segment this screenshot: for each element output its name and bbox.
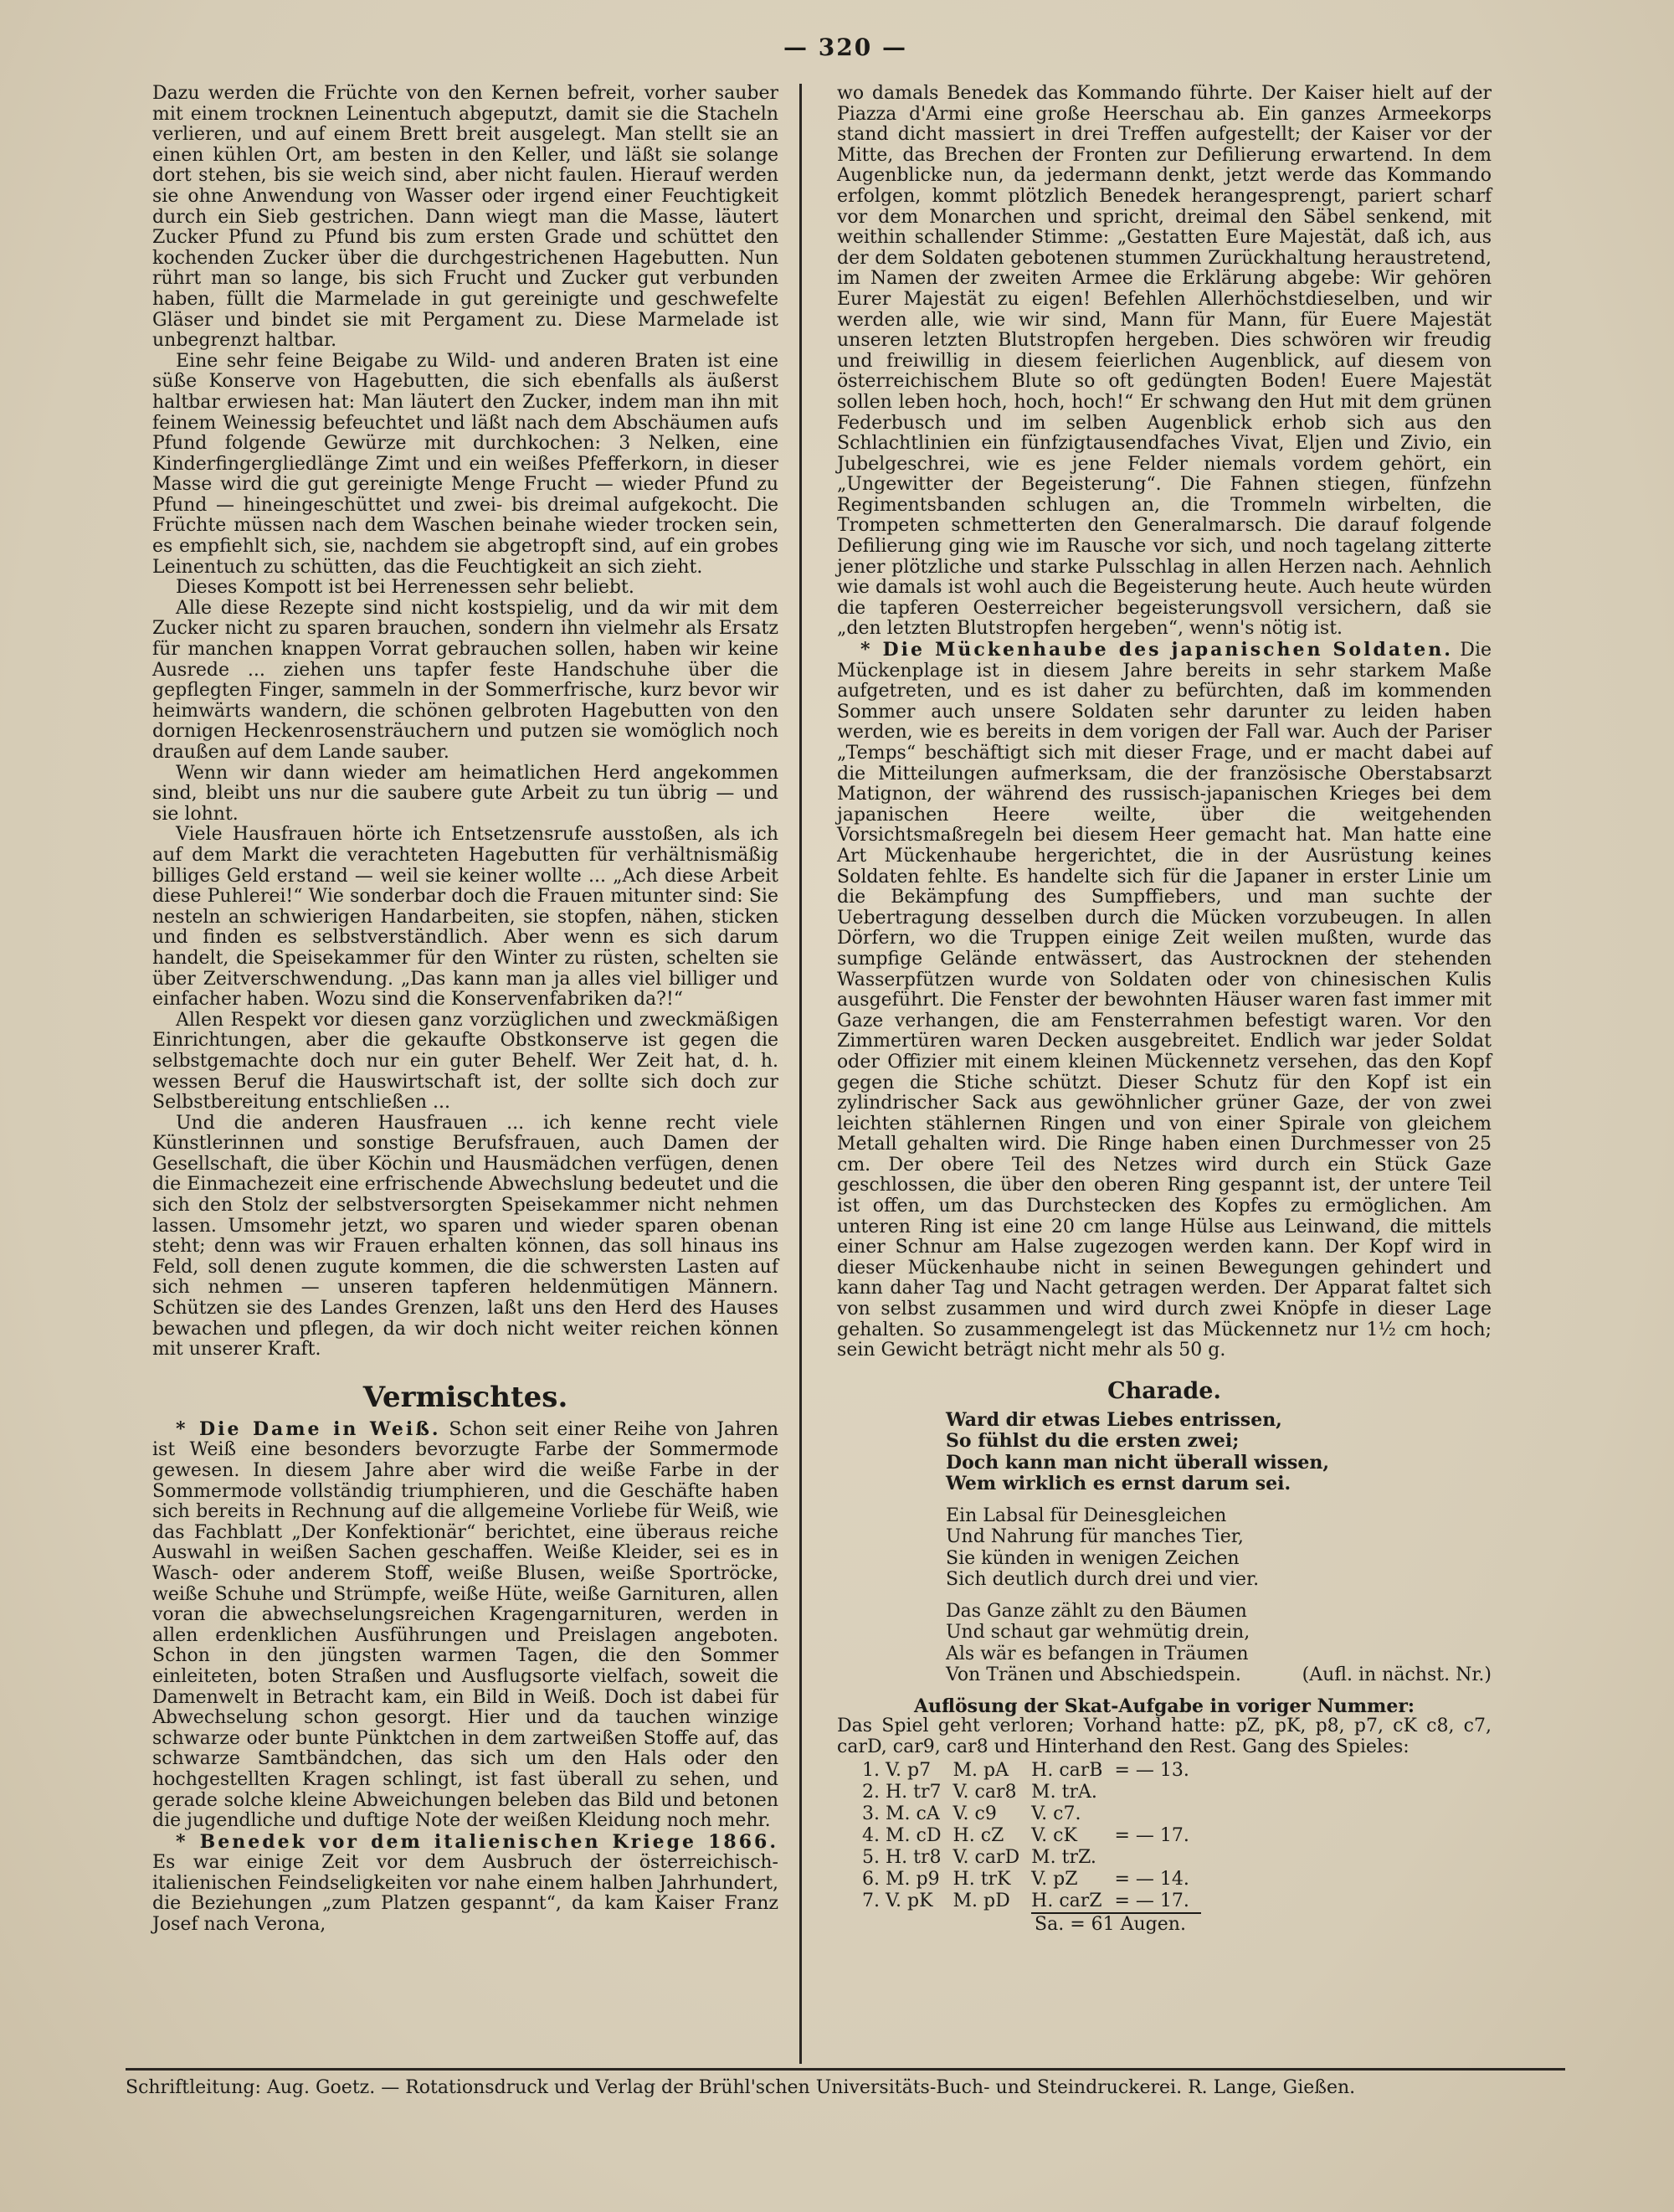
- table-cell: H. carZ: [1031, 1890, 1114, 1913]
- table-row: [862, 1760, 1201, 1782]
- table-cell: M. pD: [953, 1890, 1010, 1911]
- table-cell: [1114, 1803, 1200, 1825]
- poem-line: Doch kann man nicht überall wissen,: [946, 1451, 1330, 1474]
- misc-item: [837, 640, 1492, 1361]
- table-cell: 6. M. p9: [862, 1868, 940, 1890]
- imprint-footer: Schriftleitung: Aug. Goetz. — Rotationsdruck und Verlag der Brühl'schen Universitäts-Buch- und Steindruckerei. R. Lange, Gießen.: [126, 2068, 1565, 2101]
- poem-line-text: Von Tränen und Abschiedspein.: [946, 1664, 1241, 1686]
- table-row: [862, 1825, 1201, 1847]
- article-paragraph: Und die anderen Hausfrauen ... ich kenne recht viele Künstlerinnen und sonstige Berufsfrauen, auch Damen der Gesellschaft, die über Köchin und Hausmädchen verfügen, denen die Einmachezeit eine erfrischende Abwechslung bedeutet und die sich den Stolz der selbstversorgten Speisekammer nicht nehmen lassen. Umsomehr jetzt, wo sparen und wieder sparen obenan steht; denn was wir Frauen erhalten können, das soll hinaus ins Feld, soll denen zugute kommen, die die schwersten Lasten auf sich nehmen — unseren tapferen heldenmütigen Männern. Schützen sie des Landes Grenzen, laßt uns den Herd des Hauses bewachen und pflegen, da wir doch nicht weiter reichen können mit unserer Kraft.: [152, 1112, 778, 1361]
- poem-line: Das Ganze zählt zu den Bäumen: [946, 1600, 1247, 1622]
- misc-item-text: Es war einige Zeit vor dem Ausbruch der österreichisch-italienischen Feindseligkeiten vor nahe einem halben Jahrhundert, die Beziehungen „zum Platzen gespannt“, da kam Kaiser Franz Josef nach Verona,: [152, 1852, 778, 1936]
- column-divider: [799, 84, 802, 2064]
- article-paragraph: Dieses Kompott ist bei Herrenessen sehr beliebt.: [176, 577, 634, 599]
- poem-line: Als wär es befangen in Träumen: [946, 1643, 1249, 1664]
- table-cell: H. cZ: [953, 1824, 1004, 1846]
- article-paragraph: Viele Hausfrauen hörte ich Entsetzensrufe ausstoßen, als ich auf dem Markt die verachteten Hagebutten für verhältnismäßig billiges Geld erstand — weil sie keiner wollte ... „Ach diese Arbeit diese Puhlerei!“ Wie sonderbar doch die Frauen mitunter sind: Sie nesteln an schwierigen Handarbeiten, sie stopfen, nähen, sticken und finden es selbstverständlich. Aber wenn es sich darum handelt, die Speisekammer für den Winter zu rüsten, schelten sie über Zeitverschwendung. „Das kann man ja alles viel billiger und einfacher haben. Wozu sind die Konservenfabriken da?!“: [152, 824, 778, 1011]
- article-paragraph: Allen Respekt vor diesen ganz vorzüglichen und zweckmäßigen Einrichtungen, aber die gekaufte Obstkonserve ist gegen die selbstgemachte doch nur ein guter Behelf. Wer Zeit hat, d. h. wessen Beruf die Hauswirtschaft ist, der sollte sich doch zur Selbstbereitung entschließen ...: [152, 1009, 778, 1114]
- table-cell: H. carB: [1031, 1759, 1103, 1781]
- page-number: — 320 —: [783, 33, 907, 61]
- misc-item-title: * Benedek vor dem italienischen Kriege 1866.: [176, 1830, 778, 1853]
- article-paragraph: Eine sehr feine Beigabe zu Wild- und anderen Braten ist eine süße Konserve von Hagebutten, die sich ebenfalls als äußerst haltbar erwiesen hat: Man läutert den Zucker, indem man ihn mit feinem Weinessig befeuchtet und läßt nach dem Abschäumen aufs Pfund folgende Gewürze mit durchkochen: 3 Nelken, eine Kinderfingergliedlänge Zimt und ein weißes Pfefferkorn, in dieser Masse wird die gut gereinigte Menge Frucht — wieder Pfund zu Pfund — hineingeschüttet und zwei- bis dreimal aufgekocht. Die Früchte müssen nach dem Waschen beinahe wieder trocken sein, es empfiehlt sich, sie, nachdem sie abgetropft sind, auf ein grobes Leinentuch zu schütten, das die Feuchtigkeit an sich zieht.: [152, 350, 778, 578]
- table-row: [862, 1913, 1201, 1936]
- table-row: [862, 1890, 1201, 1913]
- table-cell: V. cK: [1031, 1824, 1077, 1846]
- misc-item-title: * Die Dame in Weiß.: [176, 1417, 441, 1440]
- article-paragraph: Alle diese Rezepte sind nicht kostspielig, und da wir mit dem Zucker nicht zu sparen brauchen, sondern ihn vielmehr als Ersatz für manchen knappen Vorrat gebrauchen sollen, haben wir keine Ausrede ... ziehen uns tapfer feste Handschuhe über die gepflegten Finger, sammeln in der Sommerfrische, kurz bevor wir heimwärts wandern, die schönen gelbroten Hagebutten von den dornigen Heckenrosensträuchern und putzen sie womöglich noch draußen auf dem Lande sauber.: [152, 597, 778, 763]
- poem-line: [946, 1664, 1492, 1686]
- misc-item-text: Die Mückenplage ist in diesem Jahre bereits in sehr starkem Maße aufgetreten, und es ist daher zu befürchten, daß im kommenden Sommer auch unsere Soldaten sehr darunter zu leiden haben werden, wie es bereits in dem vorigen der Fall war. Auch der Pariser „Temps“ beschäftigt sich mit dieser Frage, und er macht dabei auf die Mitteilungen aufmerksam, die der französische Oberstabsarzt Matignon, der während des russisch-japanischen Krieges bei dem japanischen Heere weilte, über die weitgehenden Vorsichtsmaßregeln bei diesem Heer gemacht hat. Man hatte eine Art Mückenhaube hergerichtet, die in der Ausrüstung keines Soldaten fehlte. Es handelte sich für die Japaner in erster Linie um die Bekämpfung des Sumpffiebers, und man suchte der Uebertragung desselben durch die Mücken vorzubeugen. In allen Dörfern, wo die Truppen einige Zeit weilen mußten, wurde das sumpfige Gelände entwässert, das Austrocknen der stehenden Wasserpfützen wurde von Soldaten oder von chinesischen Kulis ausgeführt. Die Fenster der bewohnten Häuser waren fast immer mit Gaze verhangen, die am Fensterrahmen befestigt waren. Vor den Zimmertüren waren Decken ausgebreitet. Endlich war jeder Soldat oder Offizier mit einem kleinen Mückennetz versehen, das den Kopf gegen die Stiche schützt. Dieser Schutz für den Kopf ist ein zylindrischer Sack aus gewöhnlicher grüner Gaze, der von zwei leichten stählernen Ringen und von einer Spirale von gleichem Metall gehalten wird. Die Ringe haben einen Durchmesser von 25 cm. Der obere Teil des Netzes wird durch ein Stück Gaze geschlossen, die über den oberen Ring gespannt ist, der untere Teil ist offen, um das Durchstecken des Kopfes zu ermöglichen. Am unteren Ring ist eine 20 cm lange Hülse aus Leinwand, die mittels einer Schnur am Halse zugezogen werden kann. Der Kopf wird in dieser Mückenhaube nicht in seinen Bewegungen gehindert und kann daher Tag und Nacht getragen werden. Der Apparat faltet sich von selbst zusammen und wird durch zwei Knöpfe in dieser Lage gehalten. So zusammengelegt ist das Mückennetz nur 1½ cm hoch; sein Gewicht beträgt nicht mehr als 50 g.: [837, 640, 1492, 1361]
- table-cell: 1. V. p7: [862, 1759, 932, 1781]
- table-cell: 2. H. tr7: [862, 1781, 942, 1803]
- table-cell: M. trA.: [1031, 1781, 1097, 1803]
- article-paragraph: Wenn wir dann wieder am heimatlichen Herd angekommen sind, bleibt uns nur die saubere gute Arbeit zu tun übrig — und sie lohnt.: [152, 762, 778, 825]
- poem-line: So fühlst du die ersten zwei;: [946, 1430, 1240, 1453]
- misc-item: [152, 1832, 778, 1936]
- charade-title: Charade.: [1107, 1377, 1221, 1404]
- poem-stanza: [946, 1410, 1492, 1495]
- table-cell: M. trZ.: [1031, 1846, 1096, 1868]
- table-cell: 7. V. pK: [862, 1890, 933, 1911]
- misc-item-text: Schon seit einer Reihe von Jahren ist Weiß eine besonders bevorzugte Farbe der Sommermode gewesen. In diesem Jahre aber wird die weiße Farbe in der Sommermode vollständig triumphieren, und die Geschäfte haben sich bereits in Rechnung auf die allgemeine Vorliebe für Weiß, wie das Fachblatt „Der Konfektionär“ berichtet, eine überaus reiche Auswahl in weißen Sachen geschaffen. Weiße Kleider, sei es in Wasch- oder anderem Stoff, weiße Blusen, weiße Sportröcke, weiße Schuhe und Strümpfe, weiße Hüte, weiße Garnituren, allen voran die abwechselungsreichen Kragengarnituren, werden in allen erdenklichen Ausführungen und Preislagen angeboten. Schon in den jüngsten warmen Tagen, die den Sommer einleiteten, boten Straßen und Ausflugsorte vielfach, soweit die Damenwelt in Betracht kam, ein Bild in Weiß. Doch ist dabei für Abwechselung schon gesorgt. Hier und da tauchen winzige schwarze oder bunte Pünktchen in dem zartweißen Stoffe auf, das schwarze Samtbändchen, das sich um den Hals oder den hochgestellten Kragen schlingt, ist fast überall zu sehen, und gerade solche kleine Abweichungen beleben das Bild und betonen die jugendliche und duftige Note der weißen Kleidung noch mehr.: [152, 1418, 779, 1832]
- poem-line: Wem wirklich es ernst darum sei.: [946, 1473, 1291, 1495]
- section-heading: Vermischtes.: [362, 1380, 568, 1414]
- poem-line: Und Nahrung für manches Tier,: [946, 1526, 1244, 1548]
- table-cell: V. carD: [953, 1846, 1020, 1868]
- table-cell: H. trK: [953, 1868, 1011, 1890]
- poem-line: Ward dir etwas Liebes entrissen,: [946, 1408, 1282, 1431]
- skat-solution-title: Auflösung der Skat-Aufgabe in voriger Nummer:: [913, 1695, 1415, 1717]
- poem-line: Sie künden in wenigen Zeichen: [946, 1547, 1240, 1569]
- skat-solution-intro: Das Spiel geht verloren; Vorhand hatte: pZ, pK, p8, p7, cK c8, c7, carD, car9, car8 und Hinterhand den Rest. Gang des Spieles:: [837, 1716, 1492, 1757]
- skat-moves-table: [862, 1760, 1201, 1936]
- table-cell: V. pZ: [1031, 1868, 1078, 1890]
- table-cell: = — 17.: [1114, 1890, 1200, 1913]
- table-cell: M. pA: [953, 1759, 1009, 1781]
- table-cell: = — 17.: [1114, 1824, 1189, 1846]
- misc-item-title: * Die Mückenhaube des japanischen Soldaten.: [860, 639, 1453, 661]
- table-cell: V. c7.: [1031, 1803, 1081, 1824]
- table-row: [862, 1869, 1201, 1890]
- poem-stanza: [946, 1505, 1492, 1591]
- solution-note: (Aufl. in nächst. Nr.): [1302, 1664, 1492, 1686]
- table-cell: [1114, 1847, 1200, 1869]
- skat-total: Sa. = 61 Augen.: [1035, 1913, 1186, 1935]
- table-cell: = — 13.: [1114, 1759, 1189, 1781]
- table-cell: V. car8: [953, 1781, 1017, 1803]
- poem-line: Ein Labsal für Deinesgleichen: [946, 1505, 1227, 1526]
- table-row: [862, 1847, 1201, 1869]
- left-column: [152, 84, 778, 1936]
- charade-poem: [946, 1410, 1492, 1686]
- poem-stanza: [946, 1601, 1492, 1686]
- table-cell: V. c9: [953, 1803, 997, 1824]
- misc-item: [152, 1419, 778, 1832]
- table-cell: 3. M. cA: [862, 1803, 940, 1824]
- article-paragraph: wo damals Benedek das Kommando führte. Der Kaiser hielt auf der Piazza d'Armi eine große Heerschau ab. Ein ganzes Armeekorps stand dicht massiert in drei Treffen aufgestellt; der Kaiser vor der Mitte, das Brechen der Fronten zur Defilierung erwartend. In dem Augenblicke nun, da jedermann denkt, jetzt werde das Kommando erfolgen, kommt plötzlich Benedek herangesprengt, pariert scharf vor dem Monarchen und spricht, dreimal den Säbel senkend, mit weithin schallender Stimme: „Gestatten Eure Majestät, daß ich, aus der dem Soldaten gebotenen stummen Zurückhaltung heraustretend, im Namen der zweiten Armee die Erklärung abgebe: Wir gehören Eurer Majestät zu eigen! Befehlen Allerhöchstdieselben, und wir werden alle, wie wir sind, Mann für Mann, für Euere Majestät unseren letzten Blutstropfen hergeben. Dies schwören wir freudig und freiwillig in diesem feierlichen Augenblick, auf diesem von österreichischem Blute so oft gedüngten Boden! Euere Majestät sollen leben hoch, hoch, hoch!“ Er schwang den Hut mit dem grünen Federbusch und im selben Augenblick erhob sich aus den Schlachtlinien ein fünfzigtausendfaches Vivat, Eljen und Zivio, ein Jubelgeschrei, wie es jene Felder niemals vordem gehört, ein „Ungewitter der Begeisterung“. Die Fahnen stiegen, fünfzehn Regimentsbanden schlugen an, die Trommeln wirbelten, die Trompeten schmetterten den Generalmarsch. Die darauf folgende Defilierung ging wie im Rausche vor sich, und noch tagelang zitterte jener plötzliche und starke Pulsschlag in allen Herzen nach. Aehnlich wie damals ist wohl auch die Begeisterung heute. Auch heute würden die tapferen Oesterreicher begeisterungsvoll versichern, daß sie „den letzten Blutstropfen hergeben“, wenn's nötig ist.: [837, 83, 1492, 640]
- table-cell: = — 14.: [1114, 1868, 1189, 1890]
- table-cell: 5. H. tr8: [862, 1846, 942, 1868]
- table-row: [862, 1803, 1201, 1825]
- table-cell: [1114, 1782, 1200, 1803]
- poem-line: Und schaut gar wehmütig drein,: [946, 1622, 1250, 1644]
- right-column: [837, 84, 1492, 1936]
- article-paragraph: Dazu werden die Früchte von den Kernen befreit, vorher sauber mit einem trocknen Leinentuch abgeputzt, damit sie die Stacheln verlieren, und auf einem Brett breit ausgelegt. Man stellt sie an einen kühlen Ort, am besten in den Keller, und läßt sie solange dort stehen, bis sie weich sind, aber nicht faulen. Hierauf werden sie ohne Anwendung von Wasser oder irgend einer Feuchtigkeit durch ein Sieb gestrichen. Dann wiegt man die Masse, läutert Zucker Pfund zu Pfund bis zum ersten Grade und schüttet den kochenden Zucker über die durchgestrichenen Hagebutten. Nun rührt man so lange, bis sich Frucht und Zucker gut verbunden haben, füllt die Marmelade in gut gereinigte und geschwefelte Gläser und bindet sie mit Pergament zu. Diese Marmelade ist unbegrenzt haltbar.: [152, 83, 778, 352]
- table-cell: 4. M. cD: [862, 1824, 942, 1846]
- table-row: [862, 1782, 1201, 1803]
- poem-line: Sich deutlich durch drei und vier.: [946, 1569, 1260, 1591]
